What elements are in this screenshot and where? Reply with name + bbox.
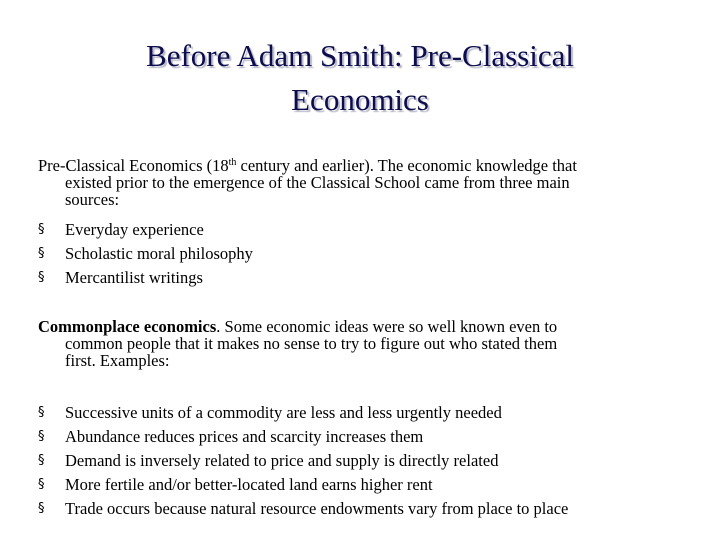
slide-title-line-2: Economics (291, 82, 429, 117)
list-item (38, 401, 708, 425)
bullet-marker-icon: § (38, 246, 45, 261)
list-item (38, 473, 708, 497)
pre-classical-intro-continuation-1: existed prior to the emergence of the Classical School came from three main (65, 173, 570, 192)
list-item (38, 266, 708, 290)
commonplace-intro-continuation-1: common people that it makes no sense to try to figure out who stated them (65, 334, 558, 353)
list-item (38, 449, 708, 473)
list-item-text: Abundance reduces prices and scarcity increases them (65, 427, 424, 446)
list-item-text: Scholastic moral philosophy (65, 244, 253, 263)
list-item-text: Trade occurs because natural resource endowments vary from place to place (65, 499, 569, 518)
pre-classical-intro-continuation-2: sources: (65, 190, 120, 209)
pre-classical-intro-rest: century and earlier). The economic knowledge that (236, 156, 577, 175)
list-item (38, 425, 708, 449)
examples-list (38, 401, 708, 521)
list-item (38, 242, 708, 266)
commonplace-intro-text: . Some economic ideas were so well known even to (216, 317, 558, 336)
list-item-text: More fertile and/or better-located land earns higher rent (65, 475, 433, 494)
bullet-marker-icon: § (38, 477, 45, 492)
bullet-marker-icon: § (38, 270, 45, 285)
list-item-text: Everyday experience (65, 220, 204, 239)
bullet-marker-icon: § (38, 405, 45, 420)
commonplace-heading: Commonplace economics (38, 317, 217, 336)
bullet-marker-icon: § (38, 453, 45, 468)
bullet-marker-icon: § (38, 429, 45, 444)
commonplace-intro-line (38, 318, 698, 335)
list-item (38, 497, 708, 521)
list-item (38, 218, 708, 242)
commonplace-intro-continuation-2: first. Examples: (65, 351, 170, 370)
slide-title (0, 34, 720, 122)
list-item-text: Successive units of a commodity are less and less urgently needed (65, 403, 502, 422)
pre-classical-intro-text: Pre-Classical Economics (18 (38, 156, 229, 175)
commonplace-paragraph (38, 318, 698, 369)
sources-list (38, 218, 708, 290)
pre-classical-intro-line (38, 157, 698, 174)
slide-title-line-1: Before Adam Smith: Pre-Classical (146, 38, 574, 73)
list-item-text: Demand is inversely related to price and supply is directly related (65, 451, 499, 470)
bullet-marker-icon: § (38, 222, 45, 237)
ordinal-suffix: th (228, 157, 237, 168)
pre-classical-paragraph (38, 157, 698, 208)
list-item-text: Mercantilist writings (65, 268, 203, 287)
bullet-marker-icon: § (38, 501, 45, 516)
